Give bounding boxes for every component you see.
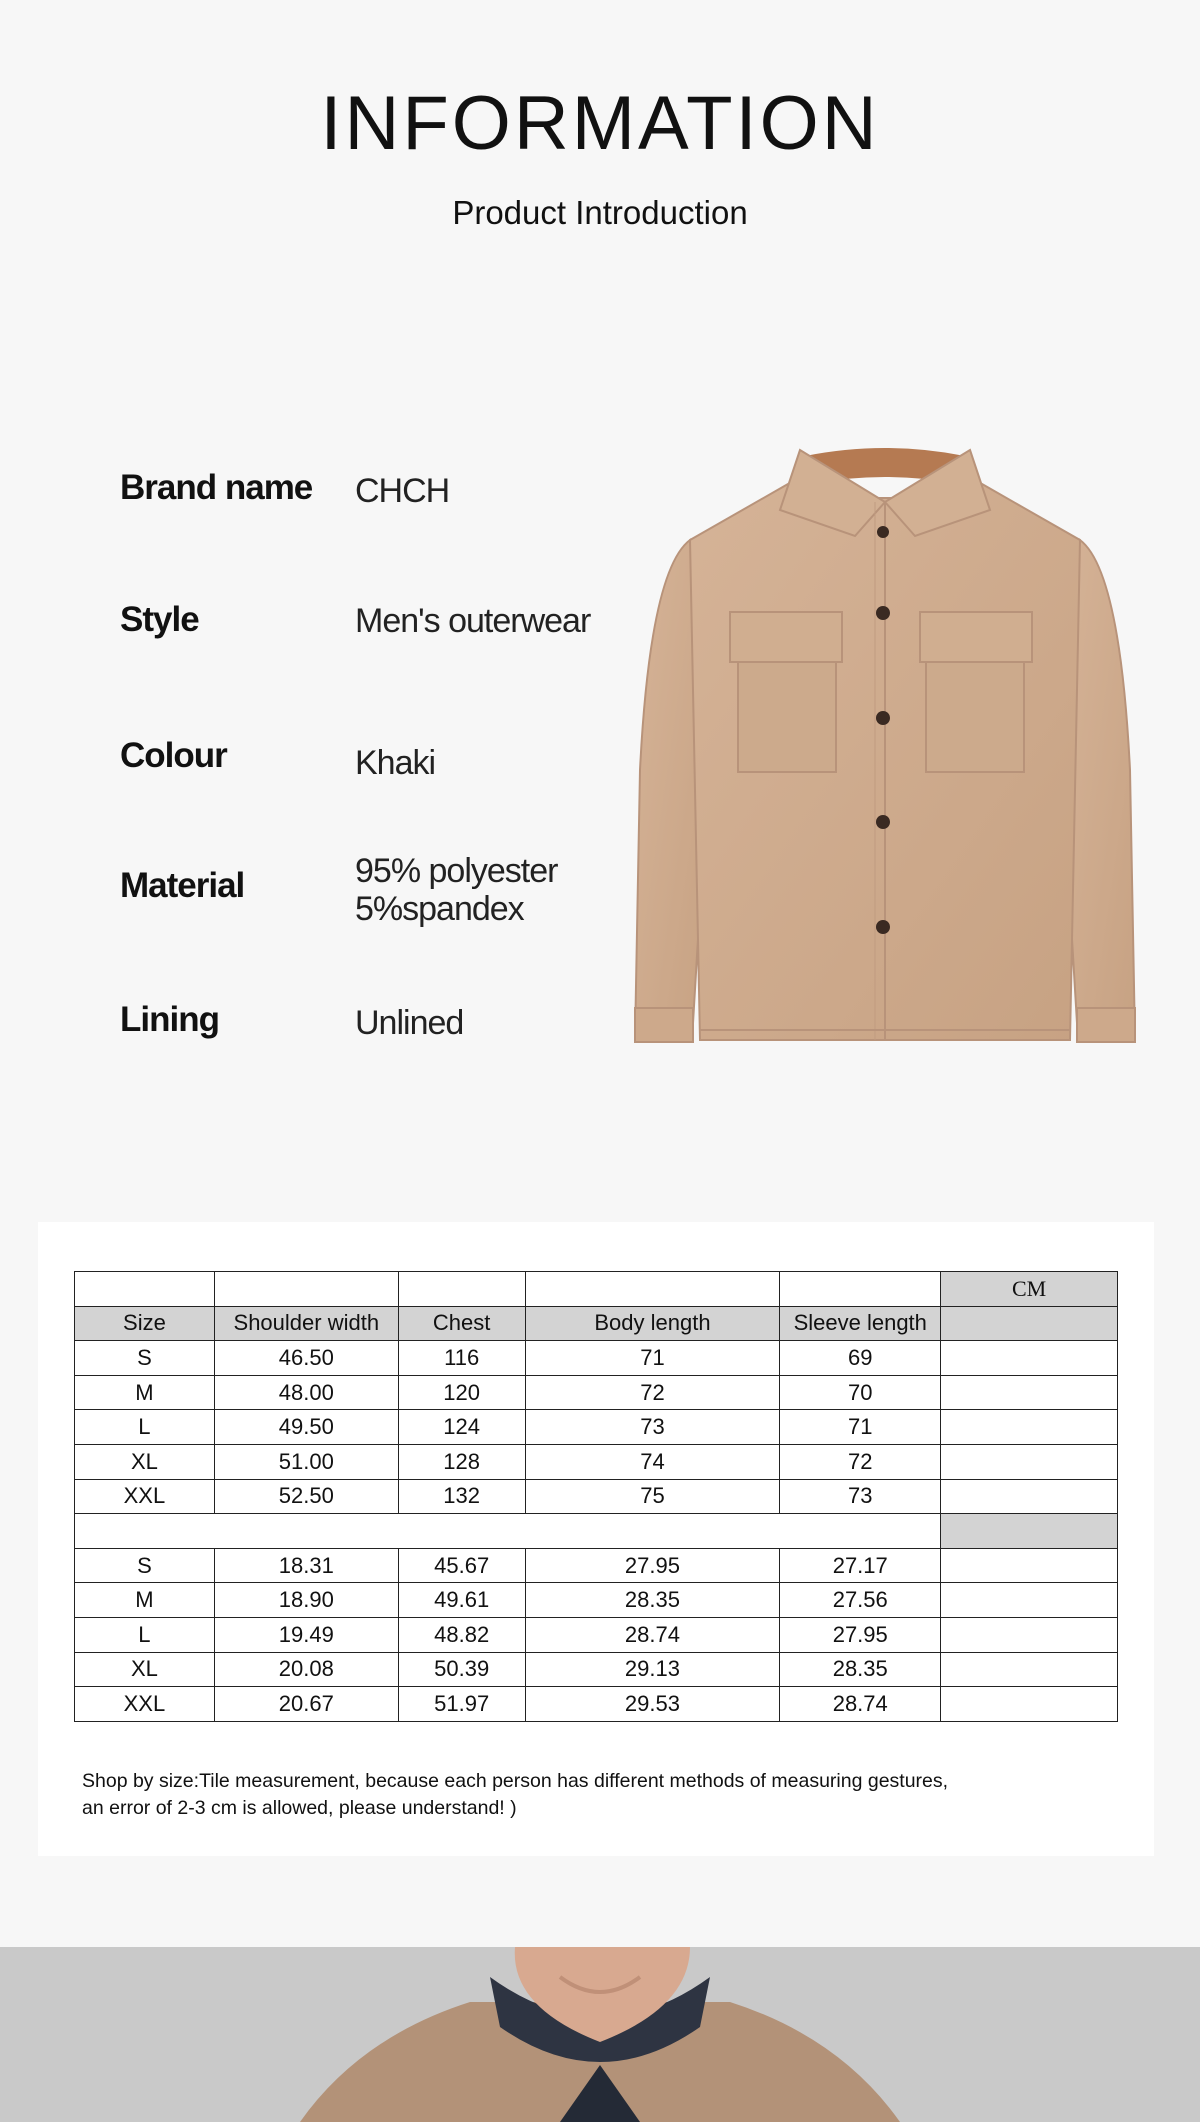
- table-cell: 69: [780, 1341, 941, 1376]
- table-cell: 19.49: [214, 1617, 398, 1652]
- table-row: [75, 1444, 1118, 1479]
- table-cell: XL: [75, 1652, 215, 1687]
- spec-value-colour: Khaki: [355, 744, 436, 782]
- table-row: [75, 1583, 1118, 1618]
- page-subtitle: Product Introduction: [452, 194, 748, 231]
- column-header: Body length: [525, 1306, 780, 1341]
- model-photo-illustration: [0, 1947, 1200, 2122]
- product-image-jacket: [630, 440, 1140, 1060]
- table-cell: 120: [398, 1375, 525, 1410]
- table-row: [75, 1652, 1118, 1687]
- column-header: Shoulder width: [214, 1306, 398, 1341]
- spec-value-style: Men's outerwear: [355, 602, 591, 640]
- note-line-2: an error of 2-3 cm is allowed, please understand! ): [82, 1797, 517, 1819]
- table-cell-empty: [941, 1548, 1118, 1583]
- spec-label-material: Material: [120, 866, 245, 905]
- table-cell: 51.00: [214, 1444, 398, 1479]
- measurement-note: [82, 1768, 1122, 1822]
- spec-label-lining: Lining: [120, 1000, 219, 1039]
- table-cell: 72: [525, 1375, 780, 1410]
- table-cell: 71: [525, 1341, 780, 1376]
- column-header: Sleeve length: [780, 1306, 941, 1341]
- table-cell: L: [75, 1410, 215, 1445]
- unit-label: CM: [941, 1272, 1118, 1307]
- table-cell: M: [75, 1375, 215, 1410]
- spec-value-material: 95% polyester: [355, 852, 558, 890]
- size-chart-table: [74, 1271, 1118, 1722]
- note-line-1: Shop by size:Tile measurement, because each person has different methods of measuring gestures,: [82, 1770, 949, 1792]
- table-cell-empty: [941, 1341, 1118, 1376]
- table-cell: 20.08: [214, 1652, 398, 1687]
- table-cell-empty: [941, 1479, 1118, 1514]
- table-row: [75, 1375, 1118, 1410]
- table-cell: 75: [525, 1479, 780, 1514]
- spec-label-brand: Brand name: [120, 468, 313, 507]
- table-cell: S: [75, 1341, 215, 1376]
- table-cell: 124: [398, 1410, 525, 1445]
- table-cell: 28.74: [780, 1687, 941, 1722]
- table-cell: 27.56: [780, 1583, 941, 1618]
- table-cell: 20.67: [214, 1687, 398, 1722]
- table-cell: 27.95: [780, 1617, 941, 1652]
- table-cell: XXL: [75, 1479, 215, 1514]
- column-header: Chest: [398, 1306, 525, 1341]
- table-row: [75, 1341, 1118, 1376]
- table-cell: 72: [780, 1444, 941, 1479]
- table-cell-empty: [941, 1375, 1118, 1410]
- table-cell: 128: [398, 1444, 525, 1479]
- page-title: INFORMATION: [320, 81, 880, 166]
- table-cell-empty: [941, 1410, 1118, 1445]
- table-cell: 29.53: [525, 1687, 780, 1722]
- table-cell: L: [75, 1617, 215, 1652]
- table-cell: 71: [780, 1410, 941, 1445]
- table-row: [75, 1410, 1118, 1445]
- table-cell: 27.95: [525, 1548, 780, 1583]
- table-row: [75, 1617, 1118, 1652]
- table-row: [75, 1548, 1118, 1583]
- table-cell: 27.17: [780, 1548, 941, 1583]
- table-cell: 73: [525, 1410, 780, 1445]
- table-cell: 45.67: [398, 1548, 525, 1583]
- table-cell: S: [75, 1548, 215, 1583]
- table-cell-empty: [941, 1444, 1118, 1479]
- table-cell: 28.74: [525, 1617, 780, 1652]
- table-cell: 74: [525, 1444, 780, 1479]
- table-cell: XL: [75, 1444, 215, 1479]
- table-cell: 73: [780, 1479, 941, 1514]
- table-cell: 49.61: [398, 1583, 525, 1618]
- table-cell-empty: [941, 1652, 1118, 1687]
- table-cell-empty: [941, 1687, 1118, 1722]
- table-cell: 132: [398, 1479, 525, 1514]
- table-cell: 50.39: [398, 1652, 525, 1687]
- table-cell: XXL: [75, 1687, 215, 1722]
- spec-value-lining: Unlined: [355, 1004, 464, 1042]
- table-cell: 51.97: [398, 1687, 525, 1722]
- table-cell: 48.00: [214, 1375, 398, 1410]
- table-cell: 116: [398, 1341, 525, 1376]
- table-cell: 70: [780, 1375, 941, 1410]
- table-divider-row: [75, 1514, 1118, 1549]
- table-row: [75, 1479, 1118, 1514]
- table-row: [75, 1687, 1118, 1722]
- table-cell: 28.35: [780, 1652, 941, 1687]
- table-cell: 29.13: [525, 1652, 780, 1687]
- table-cell: M: [75, 1583, 215, 1618]
- table-header-row: [75, 1306, 1118, 1341]
- table-cell: 18.31: [214, 1548, 398, 1583]
- column-header: Size: [75, 1306, 215, 1341]
- table-row: [75, 1272, 1118, 1307]
- model-photo: [0, 1947, 1200, 2122]
- spec-label-style: Style: [120, 600, 199, 639]
- table-cell: 48.82: [398, 1617, 525, 1652]
- spec-value-brand: CHCH: [355, 472, 450, 510]
- table-cell: 28.35: [525, 1583, 780, 1618]
- table-cell: 49.50: [214, 1410, 398, 1445]
- table-cell-empty: [941, 1583, 1118, 1618]
- size-chart-card: [38, 1222, 1154, 1856]
- table-cell: 52.50: [214, 1479, 398, 1514]
- table-cell-empty: [941, 1617, 1118, 1652]
- table-cell: 18.90: [214, 1583, 398, 1618]
- table-cell: 46.50: [214, 1341, 398, 1376]
- spec-label-colour: Colour: [120, 736, 227, 775]
- spec-value-material-2: 5%spandex: [355, 890, 524, 928]
